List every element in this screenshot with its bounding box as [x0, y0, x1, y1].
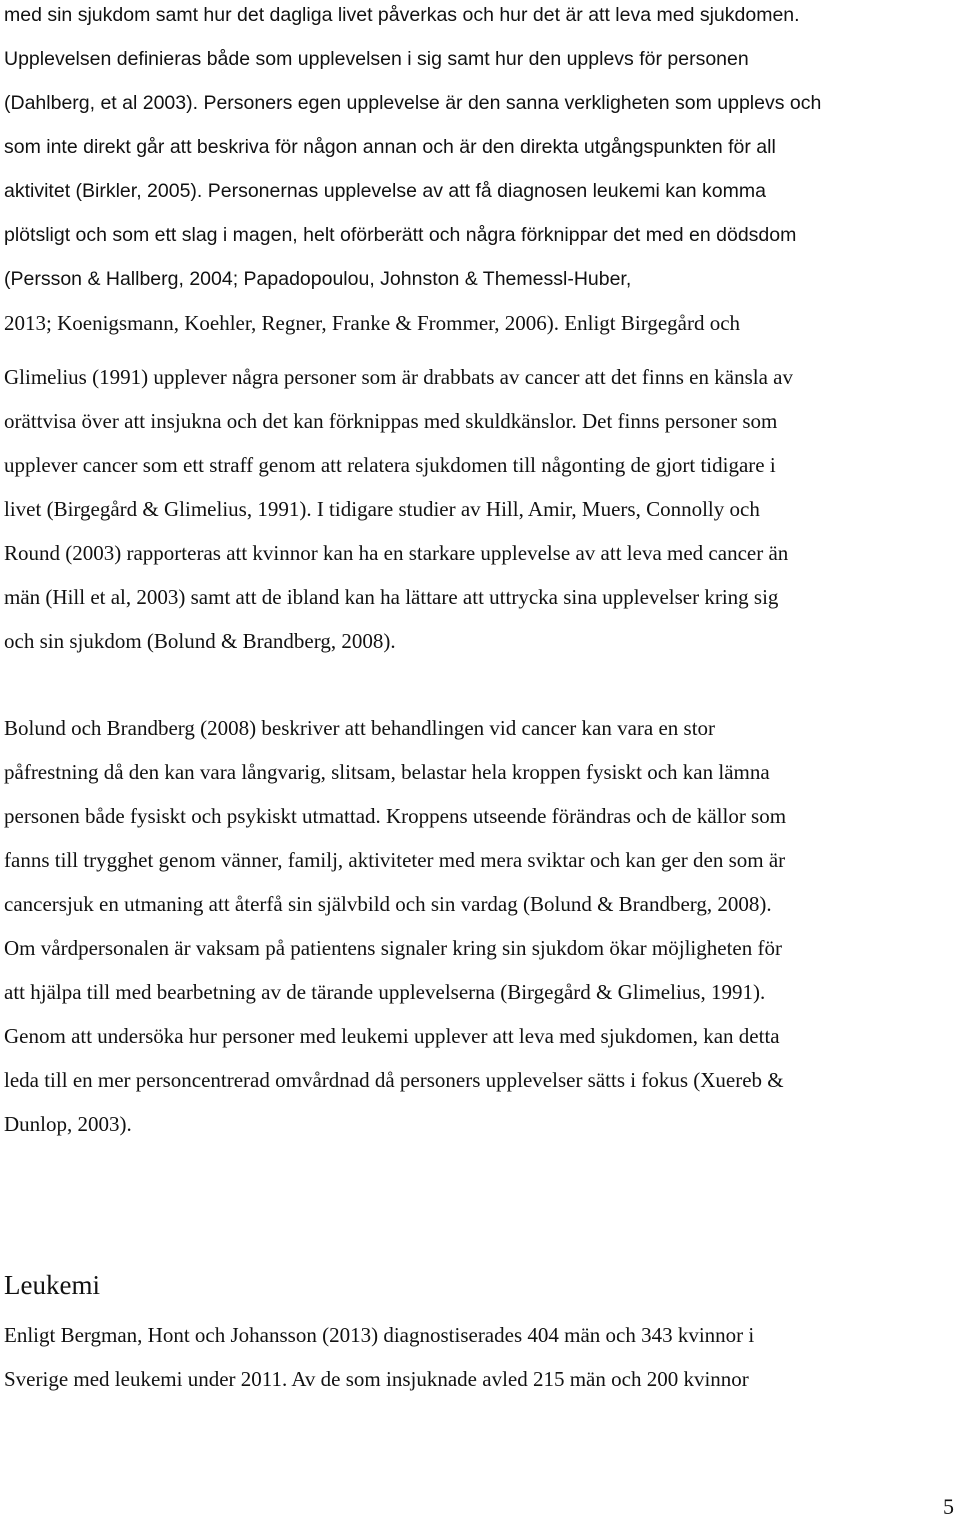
- text-line: Dunlop, 2003).: [4, 1112, 132, 1136]
- text-line: att hjälpa till med bearbetning av de tärande upplevelserna (Birgegård & Glimelius, 1991).: [4, 980, 766, 1004]
- text-line: Sverige med leukemi under 2011. Av de som insjuknade avled 215 män och 200 kvinnor: [4, 1367, 749, 1391]
- text-line: livet (Birgegård & Glimelius, 1991). I tidigare studier av Hill, Amir, Muers, Connolly och: [4, 497, 760, 521]
- text-line: plötsligt och som ett slag i magen, helt oförberätt och några förknippar det med en dödsdom: [4, 224, 797, 246]
- page-number: 5: [943, 1494, 954, 1519]
- text-line: Glimelius (1991) upplever några personer som är drabbats av cancer att det finns en känsla av: [4, 365, 793, 389]
- text-line: aktivitet (Birkler, 2005). Personernas upplevelse av att få diagnosen leukemi kan komma: [4, 180, 766, 202]
- text-line: med sin sjukdom samt hur det dagliga livet påverkas och hur det är att leva med sjukdomen.: [4, 4, 800, 26]
- text-line: upplever cancer som ett straff genom att relatera sjukdomen till någonting de gjort tidigare i: [4, 453, 776, 477]
- text-line: som inte direkt går att beskriva för någon annan och är den direkta utgångspunkten för all: [4, 136, 776, 158]
- text-line: Enligt Bergman, Hont och Johansson (2013) diagnostiserades 404 män och 343 kvinnor i: [4, 1323, 755, 1347]
- text-line: och sin sjukdom (Bolund & Brandberg, 2008).: [4, 629, 396, 653]
- text-line: Bolund och Brandberg (2008) beskriver att behandlingen vid cancer kan vara en stor: [4, 716, 716, 740]
- section-heading: Leukemi: [4, 1270, 100, 1300]
- text-line: leda till en mer personcentrerad omvårdnad då personers upplevelser sätts i fokus (Xuereb &: [4, 1068, 784, 1092]
- text-line: Genom att undersöka hur personer med leukemi upplever att leva med sjukdomen, kan detta: [4, 1024, 780, 1048]
- text-line: (Dahlberg, et al 2003). Personers egen upplevelse är den sanna verkligheten som upplevs och: [4, 92, 822, 114]
- text-line: fanns till trygghet genom vänner, familj, aktiviteter med mera sviktar och kan ger den som är: [4, 848, 786, 872]
- text-line: påfrestning då den kan vara långvarig, slitsam, belastar hela kroppen fysiskt och kan lämna: [4, 760, 770, 784]
- text-line: Round (2003) rapporteras att kvinnor kan ha en starkare upplevelse av att leva med cancer än: [4, 541, 789, 565]
- text-line: Upplevelsen definieras både som upplevelsen i sig samt hur den upplevs för personen: [4, 48, 749, 70]
- text-line: 2013; Koenigsmann, Koehler, Regner, Franke & Frommer, 2006). Enligt Birgegård och: [4, 311, 741, 335]
- text-line: män (Hill et al, 2003) samt att de ibland kan ha lättare att uttrycka sina upplevelser kring sig: [4, 585, 779, 609]
- text-line: personen både fysiskt och psykiskt utmattad. Kroppens utseende förändras och de källor som: [4, 804, 787, 828]
- text-line: Om vårdpersonalen är vaksam på patientens signaler kring sin sjukdom ökar möjligheten för: [4, 936, 782, 960]
- text-line: orättvisa över att insjukna och det kan förknippas med skuldkänslor. Det finns personer som: [4, 409, 778, 433]
- text-line: cancersjuk en utmaning att återfå sin självbild och sin vardag (Bolund & Brandberg, 2008).: [4, 892, 772, 916]
- text-line: (Persson & Hallberg, 2004; Papadopoulou, Johnston & Themessl-Huber,: [4, 268, 632, 290]
